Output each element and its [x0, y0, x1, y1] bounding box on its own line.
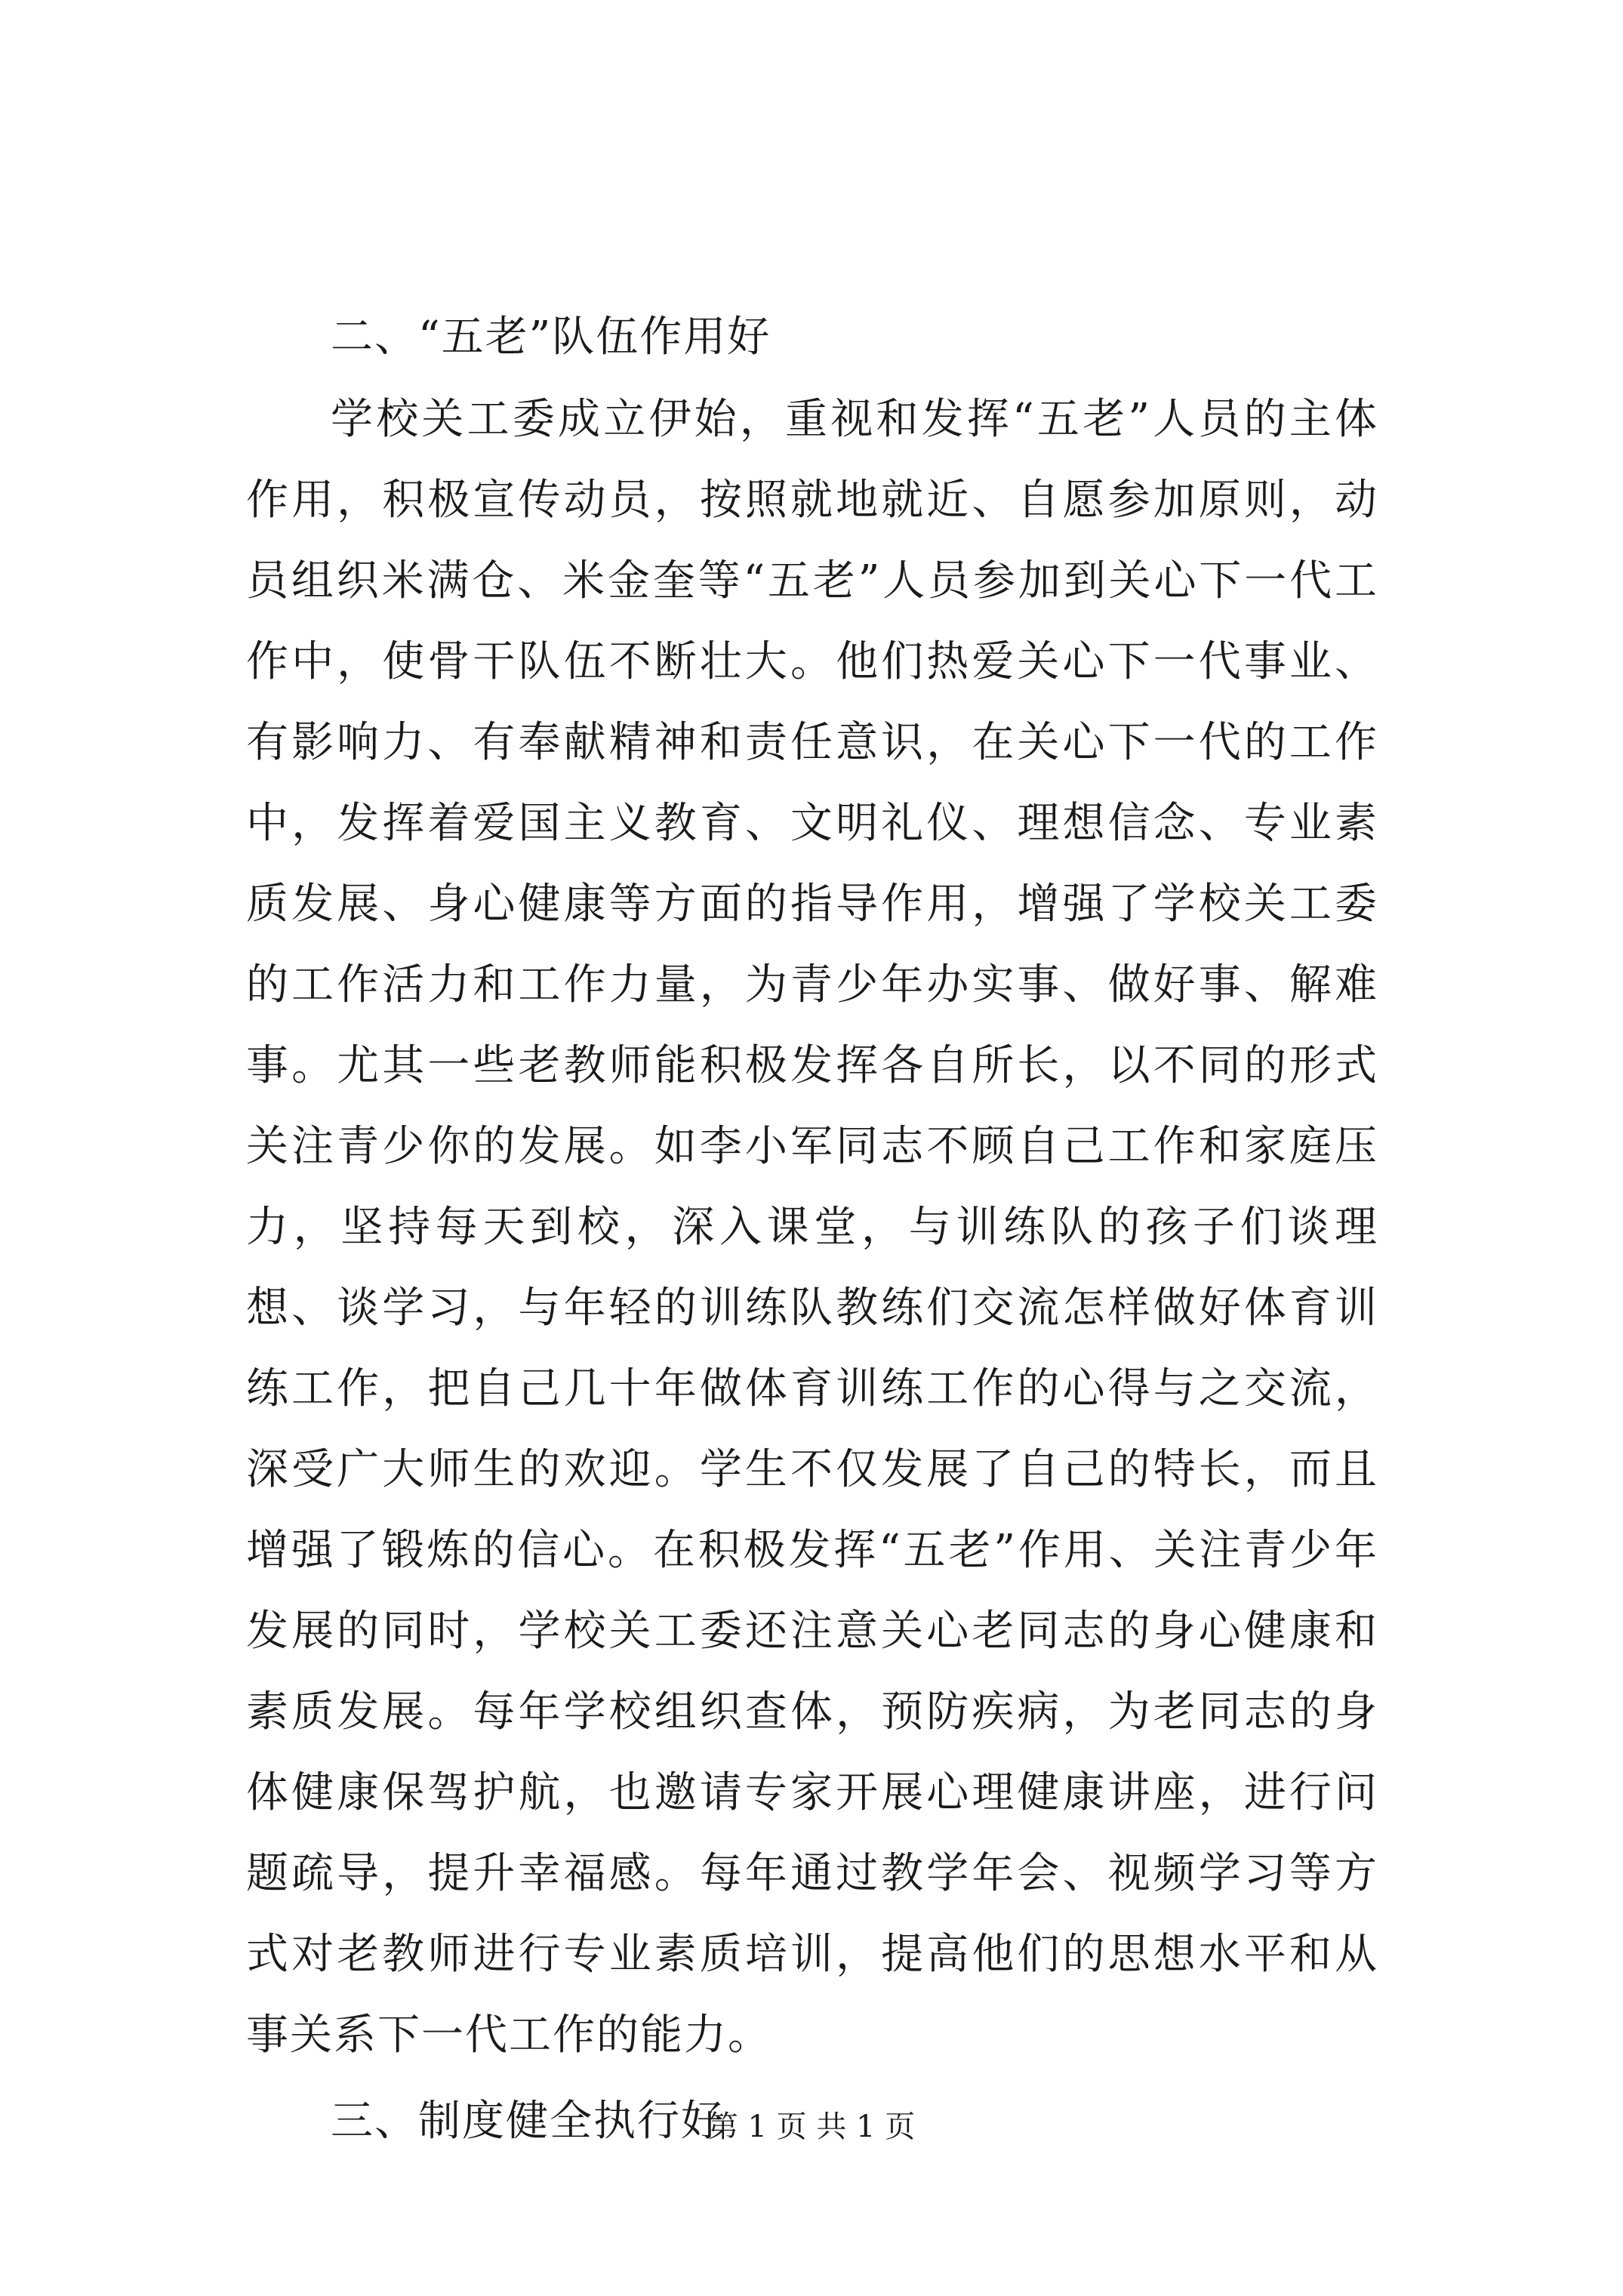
section-heading-2: 二、“五老”队伍作用好	[331, 313, 771, 362]
section-heading-3: 三、制度健全执行好	[331, 2097, 725, 2146]
section-paragraph-2: 学校关工委成立伊始，重视和发挥“五老”人员的主体作用，积极宣传动员，按照就地就近、自愿参加原则，动员组织米满仓、米金奎等“五老”人员参加到关心下一代工作中，使骨干队伍不断壮大。他们热爱关心下一代事业、有影响力、有奉献精神和责任意识，在关心下一代的工作中，发挥着爱国主义教育、文明礼仪、理想信念、专业素质发展、身心健康等方面的指导作用，增强了学校关工委的工作活力和工作力量，为青少年办实事、做好事、解难事。尤其一些老教师能积极发挥各自所长，以不同的形式关注青少你的发展。如李小军同志不顾自己工作和家庭压力，坚持每天到校，深入课堂，与训练队的孩子们谈理想、谈学习，与年轻的训练队教练们交流怎样做好体育训练工作，把自己几十年做体育训练工作的心得与之交流，深受广大师生的欢迎。学生不仅发展了自己的特长，而且增强了锻炼的信心。在积极发挥“五老”作用、关注青少年发展的同时，学校关工委还注意关心老同志的身心健康和素质发展。每年学校组织查体，预防疾病，为老同志的身体健康保驾护航，也邀请专家开展心理健康讲座，进行问题疏导，提升幸福感。每年通过教学年会、视频学习等方式对老教师进行专业素质培训，提高他们的思想水平和从事关系下一代工作的能力。	[246, 395, 1378, 2060]
page-footer: 第 1 页 共 1 页	[707, 2110, 916, 2144]
document-body	[246, 296, 1378, 2163]
